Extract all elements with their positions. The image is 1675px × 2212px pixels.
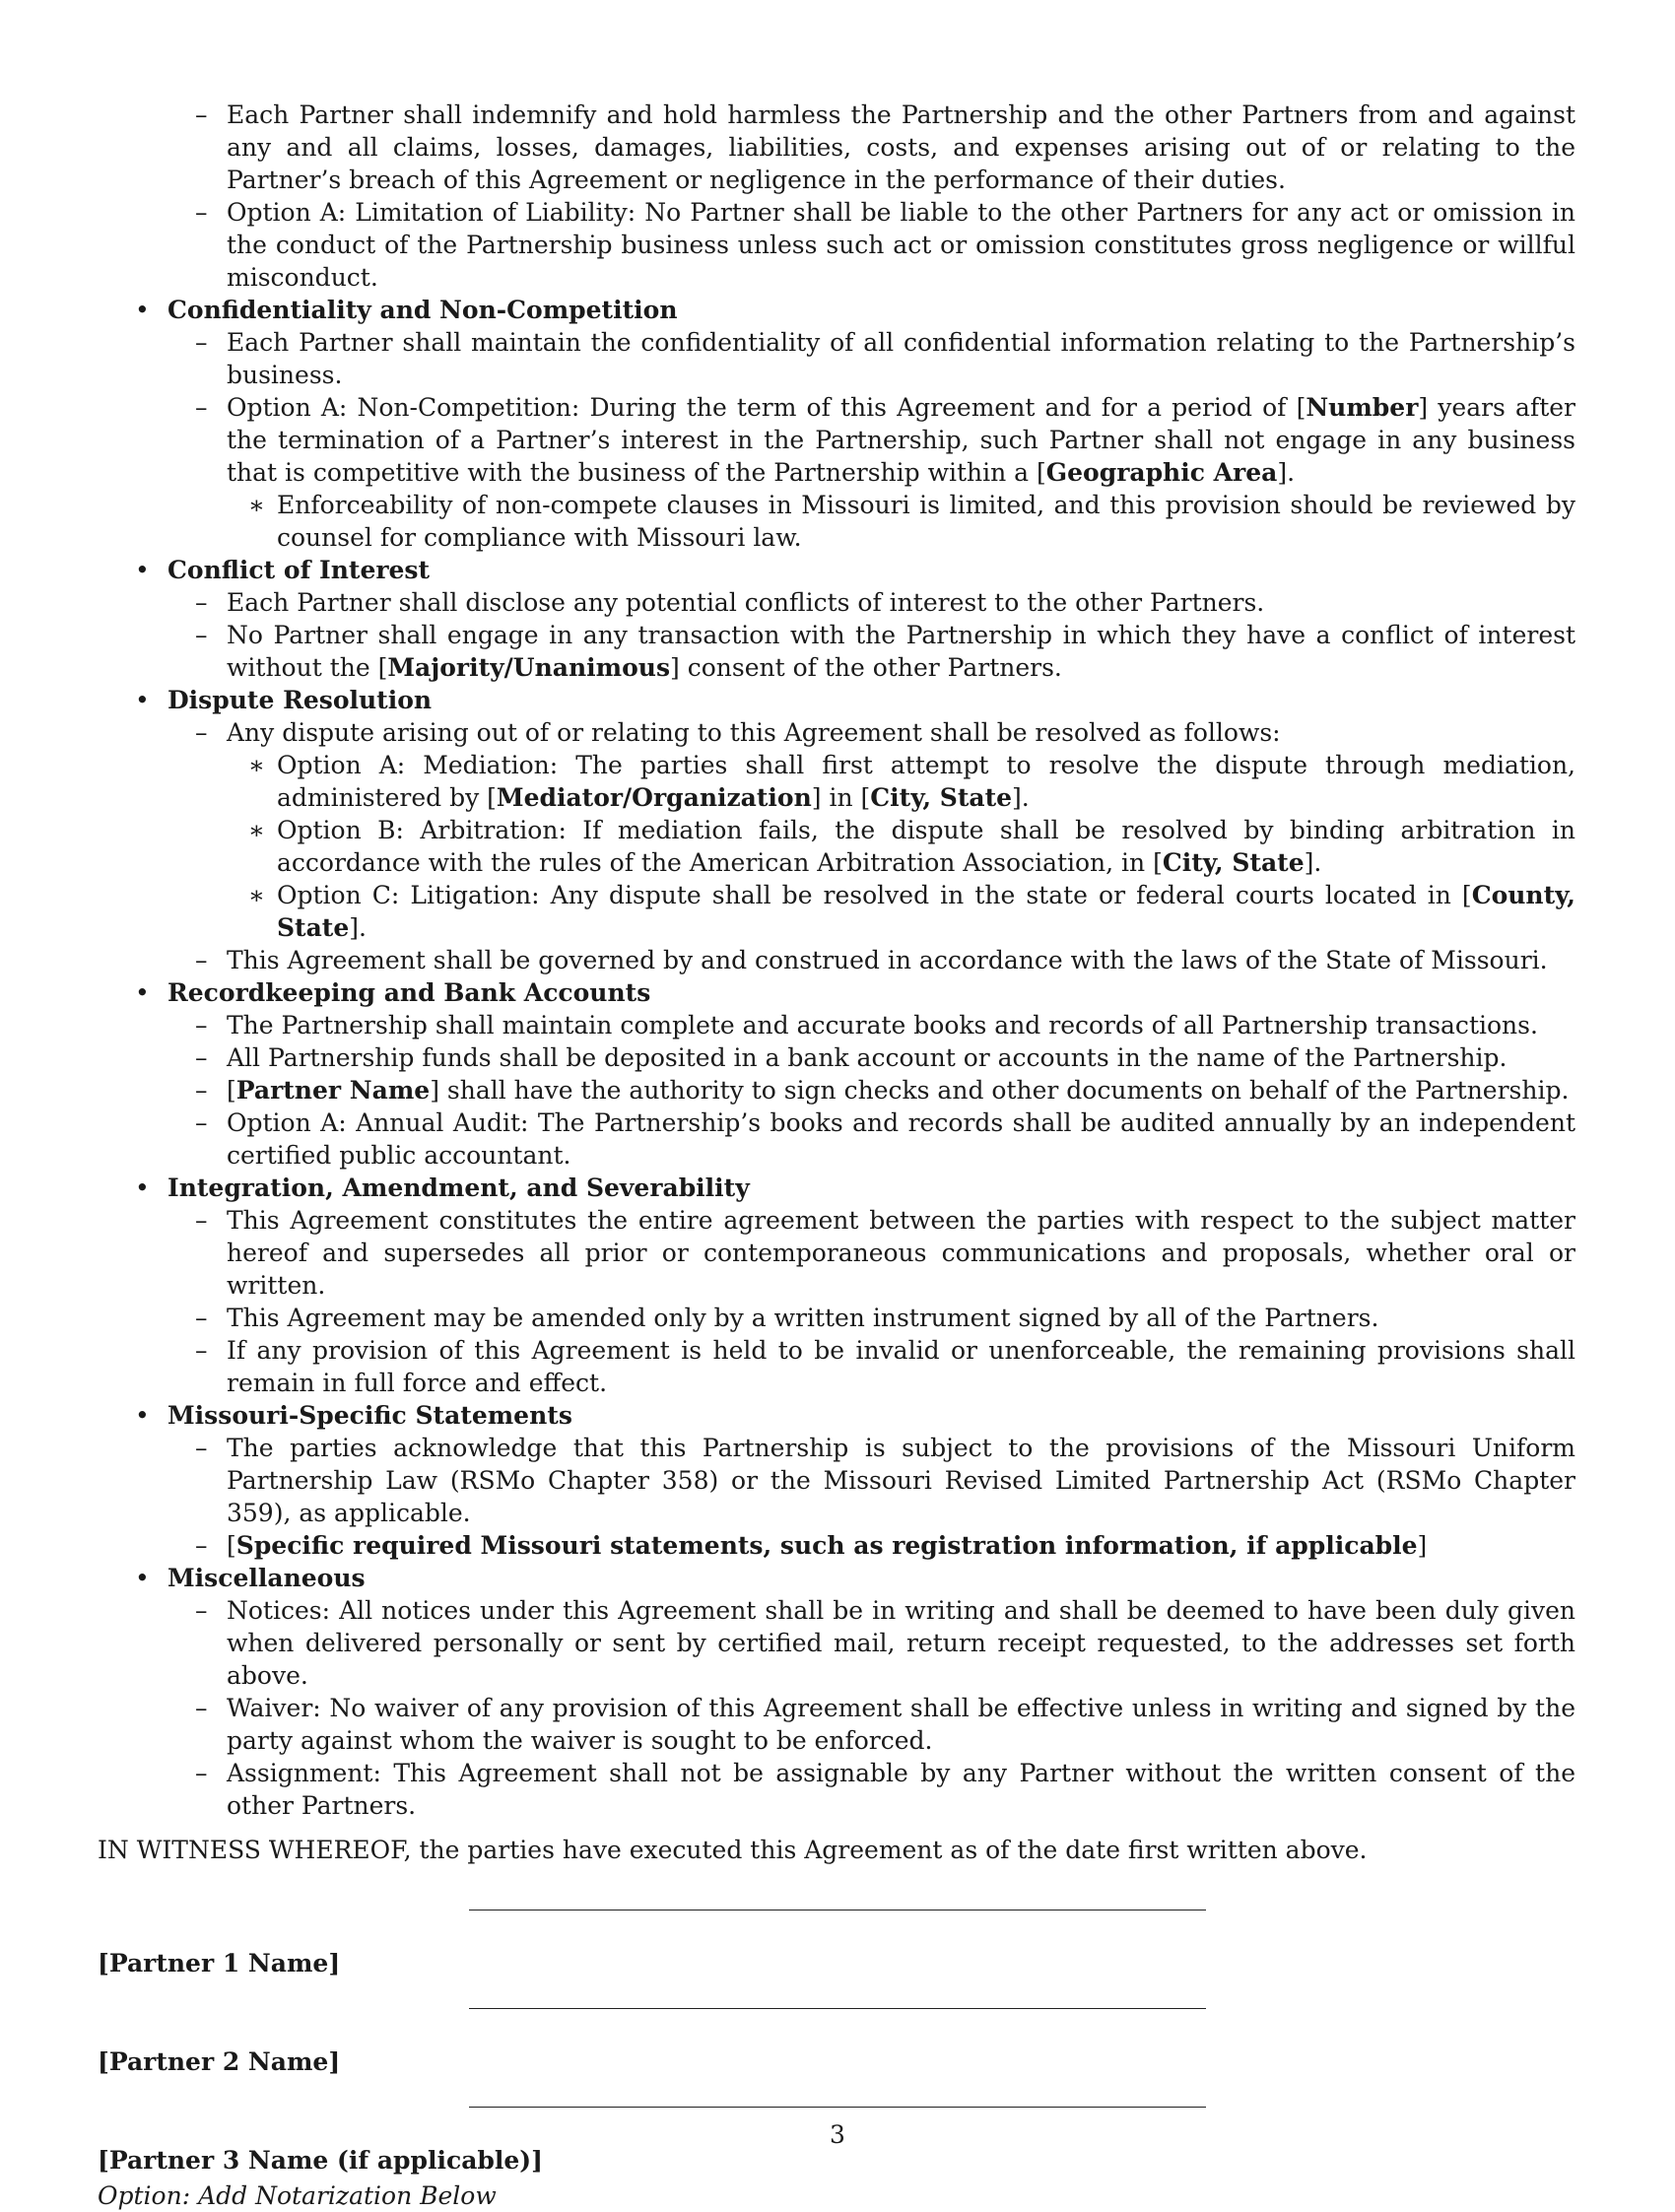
- assignment-item: – Assignment: This Agreement shall not be assignable by any Partner without the written consent of the other Partners.: [168, 1757, 1575, 1822]
- list-item: – This Agreement constitutes the entire agreement between the parties with respect to the subject matter hereof and supersedes all prior or contemporaneous communications and proposals, whether oral or written.: [168, 1204, 1575, 1302]
- section-recordkeeping: [98, 976, 1575, 1172]
- signature-block-partner-2: [98, 1978, 1575, 2077]
- signature-name: [Partner 2 Name]: [98, 2047, 341, 2076]
- section-miscellaneous: [98, 1562, 1575, 1822]
- placeholder-city-state: City, State: [1162, 848, 1305, 877]
- placeholder-majority: Majority/Unanimous: [387, 653, 671, 682]
- section-conflict-of-interest: [98, 554, 1575, 684]
- witness-statement: IN WITNESS WHEREOF, the parties have executed this Agreement as of the date first written above.: [98, 1836, 1368, 1864]
- placeholder-county-state: County, State: [277, 881, 1575, 942]
- section-confidentiality: [98, 294, 1575, 554]
- list-item: – Each Partner shall maintain the confidentiality of all confidential information relating to the Partnership’s business.: [168, 326, 1575, 391]
- placeholder-missouri-statements: Specific required Missouri statements, such as registration information, if applicable: [235, 1531, 1418, 1560]
- section-heading: Miscellaneous: [168, 1564, 366, 1592]
- signature-line: [469, 2107, 1206, 2108]
- signature-block-partner-1: [98, 1880, 1575, 1978]
- placeholder-number: Number: [1306, 393, 1419, 422]
- list-item: – Each Partner shall disclose any potential conflicts of interest to the other Partners.: [168, 586, 1575, 619]
- litigation-option: ∗ Option C: Litigation: Any dispute shall be resolved in the state or federal courts located in [County, State].: [227, 879, 1575, 944]
- signature-name: [Partner 3 Name (if applicable)]: [98, 2146, 543, 2175]
- waiver-item: – Waiver: No waiver of any provision of this Agreement shall be effective unless in writing and signed by the party against whom the waiver is sought to be enforced.: [168, 1692, 1575, 1757]
- governing-law-item: – This Agreement shall be governed by and construed in accordance with the laws of the State of Missouri.: [168, 944, 1575, 976]
- placeholder-partner-name: Partner Name: [235, 1076, 431, 1105]
- section-dispute-resolution: [98, 684, 1575, 976]
- placeholder-city-state: City, State: [870, 783, 1013, 812]
- section-heading: Recordkeeping and Bank Accounts: [168, 978, 651, 1007]
- section-integration: [98, 1172, 1575, 1399]
- notices-item: – Notices: All notices under this Agreement shall be in writing and shall be deemed to have been duly given when delivered personally or sent by certified mail, return receipt requested, to the addresses set forth above.: [168, 1594, 1575, 1692]
- signature-name: [Partner 1 Name]: [98, 1949, 341, 1977]
- enforceability-note: ∗ Enforceability of non-compete clauses in Missouri is limited, and this provision should be reviewed by counsel for compliance with Missouri law.: [227, 489, 1575, 554]
- section-heading: Missouri-Specific Statements: [168, 1401, 572, 1430]
- signature-line: [469, 2008, 1206, 2009]
- placeholder-geographic-area: Geographic Area: [1045, 458, 1278, 487]
- annual-audit-item: – Option A: Annual Audit: The Partnership’s books and records shall be audited annually by an independent certified public accountant.: [168, 1106, 1575, 1172]
- placeholder-mediator: Mediator/Organization: [496, 783, 812, 812]
- section-missouri-specific: [98, 1399, 1575, 1562]
- list-item: – The Partnership shall maintain complete and accurate books and records of all Partnership transactions.: [168, 1009, 1575, 1041]
- list-item: – This Agreement may be amended only by a written instrument signed by all of the Partners.: [168, 1302, 1575, 1334]
- limitation-of-liability-item: – Option A: Limitation of Liability: No Partner shall be liable to the other Partners for any act or omission in the conduct of the Partnership business unless such act or omission constitutes gross negligence or willful misconduct.: [227, 196, 1575, 294]
- page-number: 3: [830, 2120, 845, 2149]
- document-body: [98, 99, 1575, 2212]
- non-competition-item: – Option A: Non-Competition: During the term of this Agreement and for a period of [Number] years after the termination of a Partner’s interest in the Partnership, such Partner shall not engage in any business that is competitive with the business of the Partnership within a [Geographic Area]. ∗ Enforceability of non-compete clauses in Missouri is limited, and this provision should be reviewed by counsel for compliance with Missouri law.: [168, 391, 1575, 554]
- section-heading: Dispute Resolution: [168, 686, 433, 714]
- indemnification-item: – Each Partner shall indemnify and hold harmless the Partnership and the other Partners from and against any and all claims, losses, damages, liabilities, costs, and expenses arising out of or relating to the Partner’s breach of this Agreement or negligence in the performance of their duties.: [227, 99, 1575, 196]
- notarization-option: Option: Add Notarization Below: [98, 2181, 497, 2210]
- list-item: – The parties acknowledge that this Partnership is subject to the provisions of the Missouri Uniform Partnership Law (RSMo Chapter 358) or the Missouri Revised Limited Partnership Act (RSMo Chapter 359), as applicable.: [168, 1432, 1575, 1529]
- list-item: – [Specific required Missouri statements, such as registration information, if applicable]: [168, 1529, 1575, 1562]
- list-item: – If any provision of this Agreement is held to be invalid or unenforceable, the remaining provisions shall remain in full force and effect.: [168, 1334, 1575, 1399]
- arbitration-option: ∗ Option B: Arbitration: If mediation fails, the dispute shall be resolved by binding arbitration in accordance with the rules of the American Arbitration Association, in [City, State].: [227, 814, 1575, 879]
- mediation-option: ∗ Option A: Mediation: The parties shall first attempt to resolve the dispute through mediation, administered by [Mediator/Organization] in [City, State].: [227, 749, 1575, 814]
- section-heading: Integration, Amendment, and Severability: [168, 1173, 750, 1202]
- list-item: – Any dispute arising out of or relating to this Agreement shall be resolved as follows: ∗ Option A: Mediation: The parties shall first attempt to resolve the dispute through mediation, administered by [Mediator/Organization] in [City, State]. ∗ Option B: Arbitration: If mediation fails, the dispute shall be resolved by binding arbitration in accordance with the rules of the American Arbitration Association, in [City, State]. ∗ Option C: Litigation: Any dispute shall be resolved in the state or federal courts located in [County, State].: [168, 716, 1575, 944]
- section-heading: Confidentiality and Non-Competition: [168, 296, 678, 324]
- list-item: – [Partner Name] shall have the authority to sign checks and other documents on behalf of the Partnership.: [168, 1074, 1575, 1106]
- section-list: [98, 294, 1575, 1822]
- list-item: – No Partner shall engage in any transaction with the Partnership in which they have a conflict of interest without the [Majority/Unanimous] consent of the other Partners.: [168, 619, 1575, 684]
- section-heading: Conflict of Interest: [168, 556, 431, 584]
- list-item: – All Partnership funds shall be deposited in a bank account or accounts in the name of the Partnership.: [168, 1041, 1575, 1074]
- indemnification-list: [98, 99, 1575, 294]
